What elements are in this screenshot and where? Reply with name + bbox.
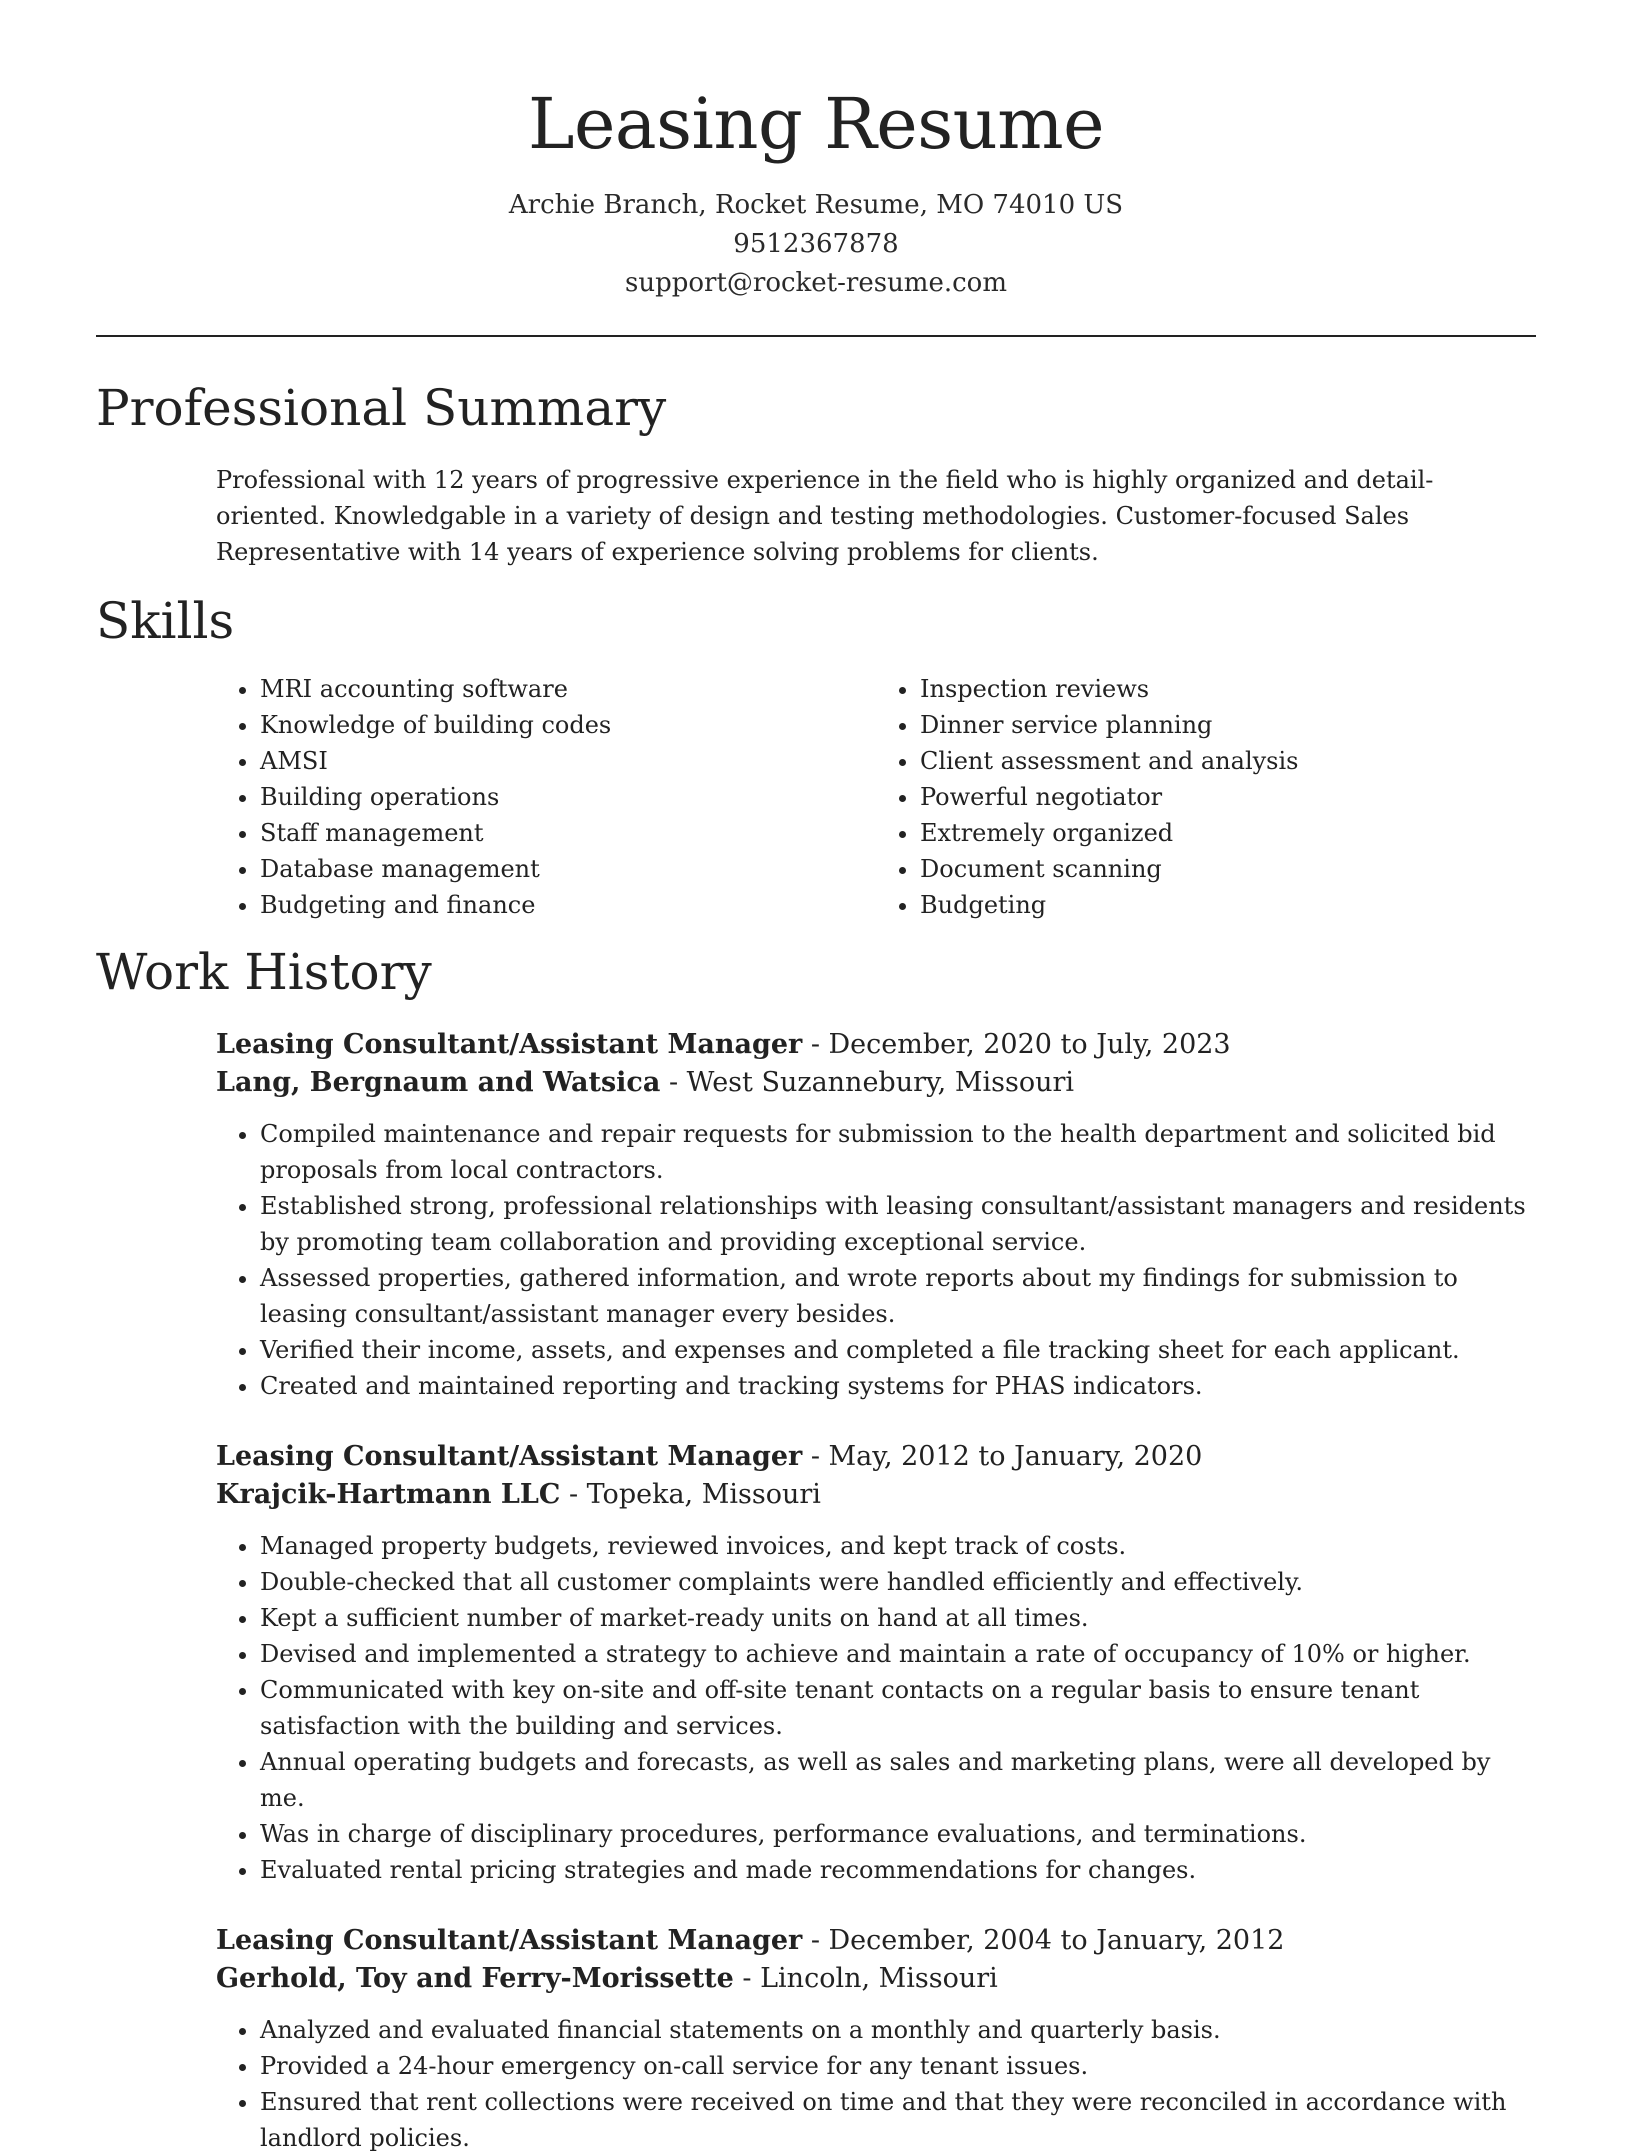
- job-bullet: • Double-checked that all customer complaints were handled efficiently and effectively.: [260, 1564, 1536, 1600]
- skills-columns: [216, 671, 1536, 923]
- job-title: Leasing Consultant/Assistant Manager: [216, 1029, 803, 1060]
- contact-phone: 9512367878: [733, 229, 899, 259]
- job-bullet: • Provided a 24-hour emergency on-call service for any tenant issues.: [260, 2048, 1536, 2084]
- skill-item: • Dinner service planning: [920, 707, 1536, 743]
- job-bullet: • Devised and implemented a strategy to achieve and maintain a rate of occupancy of 10% or higher.: [260, 1636, 1536, 1672]
- skill-item: • AMSI: [260, 743, 876, 779]
- job-bullet: • Analyzed and evaluated financial statements on a monthly and quarterly basis.: [260, 2012, 1536, 2048]
- job-dates: - May, 2012 to January, 2020: [802, 1441, 1203, 1472]
- summary-section: [96, 381, 1536, 570]
- job-bullet: • Evaluated rental pricing strategies and made recommendations for changes.: [260, 1852, 1536, 1888]
- contact-address: Archie Branch, Rocket Resume, MO 74010 US: [508, 190, 1124, 220]
- job-bullet: • Managed property budgets, reviewed invoices, and kept track of costs.: [260, 1528, 1536, 1564]
- job-bullet: • Was in charge of disciplinary procedures, performance evaluations, and terminations.: [260, 1816, 1536, 1852]
- document-title: Leasing Resume: [527, 83, 1105, 165]
- skills-list-right: [876, 671, 1536, 923]
- job-title-line: [216, 1438, 1536, 1476]
- job-bullets: [216, 1116, 1536, 1404]
- summary-text: Professional with 12 years of progressive experience in the field who is highly organized and detail-oriented. Knowledgable in a variety of design and testing methodologies. Customer-focused Sales Representative with 14 years of experience solving problems for clients.: [216, 466, 1434, 566]
- job-company-line: [216, 1064, 1536, 1102]
- job-company: Lang, Bergnaum and Watsica: [216, 1067, 661, 1098]
- job-bullet: • Annual operating budgets and forecasts, as well as sales and marketing plans, were all developed by me.: [260, 1744, 1536, 1816]
- skill-item: • Powerful negotiator: [920, 779, 1536, 815]
- skill-item: • Inspection reviews: [920, 671, 1536, 707]
- skills-heading: Skills: [96, 592, 235, 650]
- job-bullet: • Ensured that rent collections were received on time and that they were reconciled in accordance with landlord policies.: [260, 2084, 1536, 2156]
- job-location: - Topeka, Missouri: [560, 1479, 821, 1510]
- job-bullet: • Assessed properties, gathered information, and wrote reports about my findings for submission to leasing consultant/assistant manager every besides.: [260, 1260, 1536, 1332]
- skill-item: • Budgeting: [920, 887, 1536, 923]
- job-location: - Lincoln, Missouri: [733, 1963, 998, 1994]
- work-history-heading: Work History: [96, 943, 432, 1001]
- job-company: Krajcik-Hartmann LLC: [216, 1479, 561, 1510]
- resume-header: [0, 0, 1632, 303]
- job-entry: [216, 1922, 1536, 2156]
- skill-item: • Staff management: [260, 815, 876, 851]
- skill-item: • Document scanning: [920, 851, 1536, 887]
- job-title: Leasing Consultant/Assistant Manager: [216, 1925, 803, 1956]
- contact-block: [0, 186, 1632, 303]
- job-bullet: • Verified their income, assets, and expenses and completed a file tracking sheet for each applicant.: [260, 1332, 1536, 1368]
- job-bullets: [216, 2012, 1536, 2156]
- job-title: Leasing Consultant/Assistant Manager: [216, 1441, 803, 1472]
- skill-item: • Knowledge of building codes: [260, 707, 876, 743]
- job-bullet: • Kept a sufficient number of market-ready units on hand at all times.: [260, 1600, 1536, 1636]
- job-title-line: [216, 1026, 1536, 1064]
- job-bullets: [216, 1528, 1536, 1888]
- skill-item: • MRI accounting software: [260, 671, 876, 707]
- job-company-line: [216, 1960, 1536, 1998]
- job-bullet: • Established strong, professional relationships with leasing consultant/assistant managers and residents by promoting team collaboration and providing exceptional service.: [260, 1188, 1536, 1260]
- skill-item: • Building operations: [260, 779, 876, 815]
- skills-section: [96, 594, 1536, 923]
- job-entry: [216, 1438, 1536, 1888]
- job-bullet: • Compiled maintenance and repair requests for submission to the health department and solicited bid proposals from local contractors.: [260, 1116, 1536, 1188]
- job-title-line: [216, 1922, 1536, 1960]
- job-company: Gerhold, Toy and Ferry-Morissette: [216, 1963, 734, 1994]
- skill-item: • Budgeting and finance: [260, 887, 876, 923]
- job-dates: - December, 2020 to July, 2023: [802, 1029, 1231, 1060]
- job-entry: [216, 1026, 1536, 1404]
- job-dates: - December, 2004 to January, 2012: [802, 1925, 1285, 1956]
- job-location: - West Suzannebury, Missouri: [660, 1067, 1075, 1098]
- job-bullet: • Communicated with key on-site and off-site tenant contacts on a regular basis to ensure tenant satisfaction with the building and services.: [260, 1672, 1536, 1744]
- header-divider: [96, 335, 1536, 337]
- summary-heading: Professional Summary: [96, 379, 667, 437]
- skills-list-left: [216, 671, 876, 923]
- work-history-section: [96, 945, 1536, 2156]
- contact-email: support@rocket-resume.com: [624, 268, 1007, 298]
- skill-item: • Extremely organized: [920, 815, 1536, 851]
- job-company-line: [216, 1476, 1536, 1514]
- skill-item: • Database management: [260, 851, 876, 887]
- job-bullet: • Created and maintained reporting and tracking systems for PHAS indicators.: [260, 1368, 1536, 1404]
- skill-item: • Client assessment and analysis: [920, 743, 1536, 779]
